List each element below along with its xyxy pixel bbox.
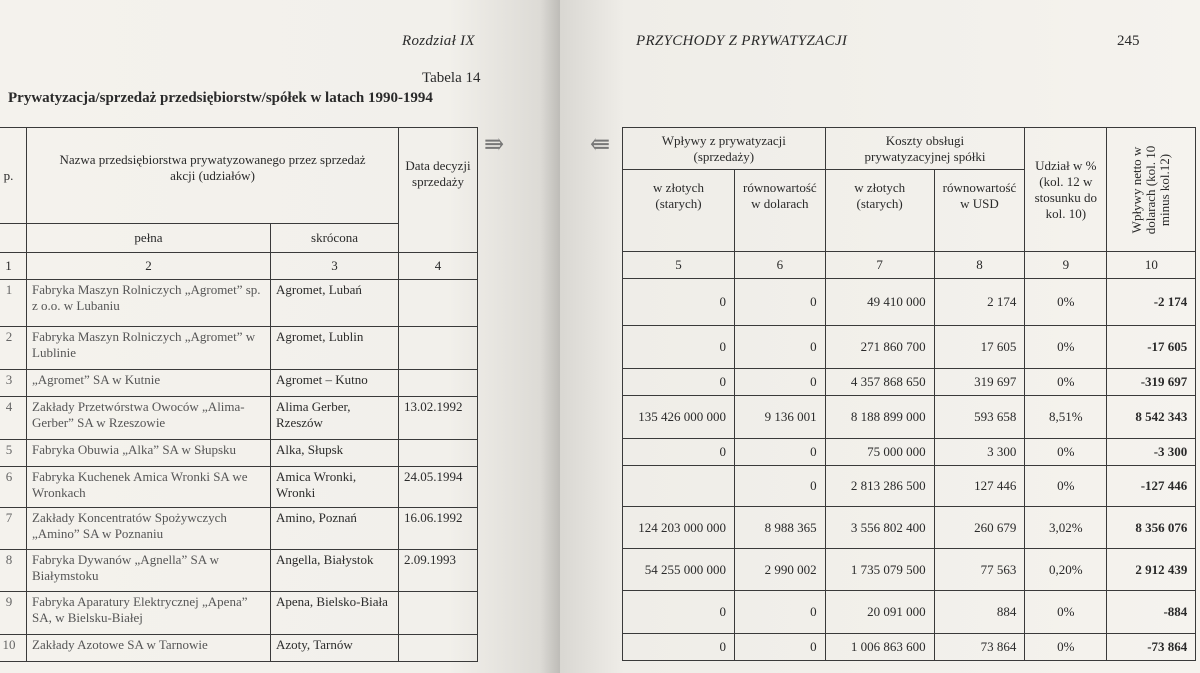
table-row <box>0 280 478 327</box>
proceeds-usd: 2 990 002 <box>735 549 826 591</box>
row-number: 3 <box>0 370 27 397</box>
company-short-name: Alima Gerber, Rzeszów <box>271 397 399 440</box>
costs-pln: 8 188 899 000 <box>825 396 934 439</box>
table-row <box>0 370 478 397</box>
decision-date <box>399 370 478 397</box>
proceeds-pln: 0 <box>623 279 735 326</box>
col-number: 6 <box>735 252 826 279</box>
costs-pln: 1 735 079 500 <box>825 549 934 591</box>
costs-usd: 127 446 <box>934 466 1025 507</box>
share-percent: 0% <box>1025 326 1107 369</box>
column-header-short: skrócona <box>271 224 399 253</box>
proceeds-pln: 0 <box>623 439 735 466</box>
share-percent: 0% <box>1025 369 1107 396</box>
share-percent: 0% <box>1025 279 1107 326</box>
table-row <box>623 466 1196 507</box>
costs-usd: 77 563 <box>934 549 1025 591</box>
company-full-name: Fabryka Dywanów „Agnella” SA w Białymstoku <box>27 550 271 592</box>
costs-pln: 4 357 868 650 <box>825 369 934 396</box>
col-number: 4 <box>399 253 478 280</box>
company-short-name: Angella, Białystok <box>271 550 399 592</box>
proceeds-pln: 0 <box>623 634 735 661</box>
company-full-name: Zakłady Przetwórstwa Owoców „Alima-Gerber” SA w Rzeszowie <box>27 397 271 440</box>
table-row <box>0 327 478 370</box>
net-proceeds-usd: -884 <box>1107 591 1196 634</box>
proceeds-pln: 0 <box>623 369 735 396</box>
table-row <box>623 369 1196 396</box>
decision-date <box>399 440 478 467</box>
proceeds-pln: 54 255 000 000 <box>623 549 735 591</box>
col-number: 8 <box>934 252 1025 279</box>
net-proceeds-usd: -127 446 <box>1107 466 1196 507</box>
table-row <box>0 440 478 467</box>
row-number: 2 <box>0 327 27 370</box>
company-full-name: Fabryka Kuchenek Amica Wronki SA we Wronkach <box>27 467 271 508</box>
company-full-name: Fabryka Aparatury Elektrycznej „Apena” SA, w Bielsku-Białej <box>27 592 271 635</box>
double-arrow-left-icon: ⇚ <box>590 132 611 158</box>
col-number: 9 <box>1025 252 1107 279</box>
col-number: 1 <box>0 253 27 280</box>
column-header-full: pełna <box>27 224 271 253</box>
net-proceeds-usd: 8 542 343 <box>1107 396 1196 439</box>
col-number: 10 <box>1107 252 1196 279</box>
net-proceeds-usd: -319 697 <box>1107 369 1196 396</box>
share-percent: 0,20% <box>1025 549 1107 591</box>
table-row <box>0 467 478 508</box>
net-proceeds-usd: 2 912 439 <box>1107 549 1196 591</box>
decision-date <box>399 327 478 370</box>
net-proceeds-usd: -73 864 <box>1107 634 1196 661</box>
row-number: 9 <box>0 592 27 635</box>
company-short-name: Amica Wronki, Wronki <box>271 467 399 508</box>
proceeds-usd: 0 <box>735 369 826 396</box>
row-number: 8 <box>0 550 27 592</box>
column-header-share: Udział w % (kol. 12 w stosunku do kol. 10) <box>1025 128 1107 252</box>
proceeds-pln <box>623 466 735 507</box>
row-number: 4 <box>0 397 27 440</box>
net-proceeds-usd: -17 605 <box>1107 326 1196 369</box>
table-label: Tabela 14 <box>422 70 481 86</box>
proceeds-pln: 0 <box>623 326 735 369</box>
col-number: 7 <box>825 252 934 279</box>
proceeds-usd: 0 <box>735 326 826 369</box>
company-short-name: Apena, Bielsko-Biała <box>271 592 399 635</box>
table-row <box>0 592 478 635</box>
company-short-name: Agromet – Kutno <box>271 370 399 397</box>
costs-usd: 2 174 <box>934 279 1025 326</box>
col-number: 3 <box>271 253 399 280</box>
privatization-proceeds-table <box>622 127 1196 661</box>
share-percent: 0% <box>1025 466 1107 507</box>
net-proceeds-usd: -3 300 <box>1107 439 1196 466</box>
row-number: 6 <box>0 467 27 508</box>
decision-date: 13.02.1992 <box>399 397 478 440</box>
proceeds-usd: 0 <box>735 279 826 326</box>
column-header-proceeds-usd: równowartość w dolarach <box>735 170 826 252</box>
company-short-name: Azoty, Tarnów <box>271 635 399 662</box>
proceeds-pln: 124 203 000 000 <box>623 507 735 549</box>
column-header-proceeds-group: Wpływy z prywatyzacji (sprzedaży) <box>623 128 826 170</box>
decision-date: 2.09.1993 <box>399 550 478 592</box>
page-number: 245 <box>1117 33 1140 49</box>
table-row <box>623 549 1196 591</box>
table-row <box>0 550 478 592</box>
net-proceeds-usd: -2 174 <box>1107 279 1196 326</box>
decision-date: 16.06.1992 <box>399 508 478 550</box>
company-full-name: Fabryka Obuwia „Alka” SA w Słupsku <box>27 440 271 467</box>
table-row <box>623 396 1196 439</box>
table-row <box>623 439 1196 466</box>
costs-usd: 593 658 <box>934 396 1025 439</box>
company-full-name: Zakłady Koncentratów Spożywczych „Amino” SA w Poznaniu <box>27 508 271 550</box>
row-number: 10 <box>0 635 27 662</box>
proceeds-usd: 0 <box>735 591 826 634</box>
costs-usd: 260 679 <box>934 507 1025 549</box>
chapter-header: Rozdział IX <box>402 33 475 49</box>
decision-date <box>399 280 478 327</box>
row-number: 5 <box>0 440 27 467</box>
table-title: Prywatyzacja/sprzedaż przedsiębiorstw/spółek w latach 1990-1994 <box>8 90 433 106</box>
col-number: 5 <box>623 252 735 279</box>
share-percent: 0% <box>1025 634 1107 661</box>
col-number: 2 <box>27 253 271 280</box>
costs-pln: 271 860 700 <box>825 326 934 369</box>
table-row <box>623 326 1196 369</box>
column-header-lp: p. <box>0 128 27 224</box>
costs-usd: 884 <box>934 591 1025 634</box>
proceeds-pln: 135 426 000 000 <box>623 396 735 439</box>
decision-date <box>399 592 478 635</box>
costs-pln: 49 410 000 <box>825 279 934 326</box>
proceeds-usd: 9 136 001 <box>735 396 826 439</box>
company-short-name: Alka, Słupsk <box>271 440 399 467</box>
table-row <box>623 591 1196 634</box>
column-header-proceeds-pln: w złotych (starych) <box>623 170 735 252</box>
costs-usd: 17 605 <box>934 326 1025 369</box>
company-short-name: Amino, Poznań <box>271 508 399 550</box>
proceeds-pln: 0 <box>623 591 735 634</box>
company-short-name: Agromet, Lublin <box>271 327 399 370</box>
share-percent: 0% <box>1025 439 1107 466</box>
column-header-name-group: Nazwa przedsiębiorstwa prywatyzowanego przez sprzedaż akcji (udziałów) <box>27 128 399 224</box>
costs-pln: 3 556 802 400 <box>825 507 934 549</box>
double-arrow-right-icon: ⇛ <box>484 132 505 158</box>
table-row <box>623 279 1196 326</box>
costs-usd: 3 300 <box>934 439 1025 466</box>
share-percent: 8,51% <box>1025 396 1107 439</box>
left-page <box>0 0 560 673</box>
decision-date <box>399 635 478 662</box>
row-number: 1 <box>0 280 27 327</box>
right-page <box>560 0 1200 673</box>
costs-pln: 1 006 863 600 <box>825 634 934 661</box>
column-header-costs-group: Koszty obsługi prywatyzacyjnej spółki <box>825 128 1025 170</box>
column-header-date: Data decyzji sprzedaży <box>399 128 478 253</box>
share-percent: 0% <box>1025 591 1107 634</box>
company-short-name: Agromet, Lubań <box>271 280 399 327</box>
costs-pln: 20 091 000 <box>825 591 934 634</box>
proceeds-usd: 0 <box>735 634 826 661</box>
running-header: PRZYCHODY Z PRYWATYZACJI <box>636 33 848 49</box>
table-row <box>0 635 478 662</box>
row-number: 7 <box>0 508 27 550</box>
decision-date: 24.05.1994 <box>399 467 478 508</box>
company-full-name: Zakłady Azotowe SA w Tarnowie <box>27 635 271 662</box>
table-row <box>623 634 1196 661</box>
costs-pln: 75 000 000 <box>825 439 934 466</box>
proceeds-usd: 0 <box>735 439 826 466</box>
table-row <box>623 507 1196 549</box>
net-proceeds-usd: 8 356 076 <box>1107 507 1196 549</box>
column-header-costs-pln: w złotych (starych) <box>825 170 934 252</box>
proceeds-usd: 8 988 365 <box>735 507 826 549</box>
table-row <box>0 397 478 440</box>
costs-usd: 73 864 <box>934 634 1025 661</box>
proceeds-usd: 0 <box>735 466 826 507</box>
column-header-net: Wpływy netto w dolarach (kol. 10 minus kol.12) <box>1107 128 1196 252</box>
costs-pln: 2 813 286 500 <box>825 466 934 507</box>
privatization-names-table <box>0 127 478 662</box>
column-header-lp-empty <box>0 224 27 253</box>
company-full-name: Fabryka Maszyn Rolniczych „Agromet” sp. z o.o. w Lubaniu <box>27 280 271 327</box>
company-full-name: Fabryka Maszyn Rolniczych „Agromet” w Lublinie <box>27 327 271 370</box>
share-percent: 3,02% <box>1025 507 1107 549</box>
company-full-name: „Agromet” SA w Kutnie <box>27 370 271 397</box>
column-header-costs-usd: równowartość w USD <box>934 170 1025 252</box>
table-row <box>0 508 478 550</box>
costs-usd: 319 697 <box>934 369 1025 396</box>
